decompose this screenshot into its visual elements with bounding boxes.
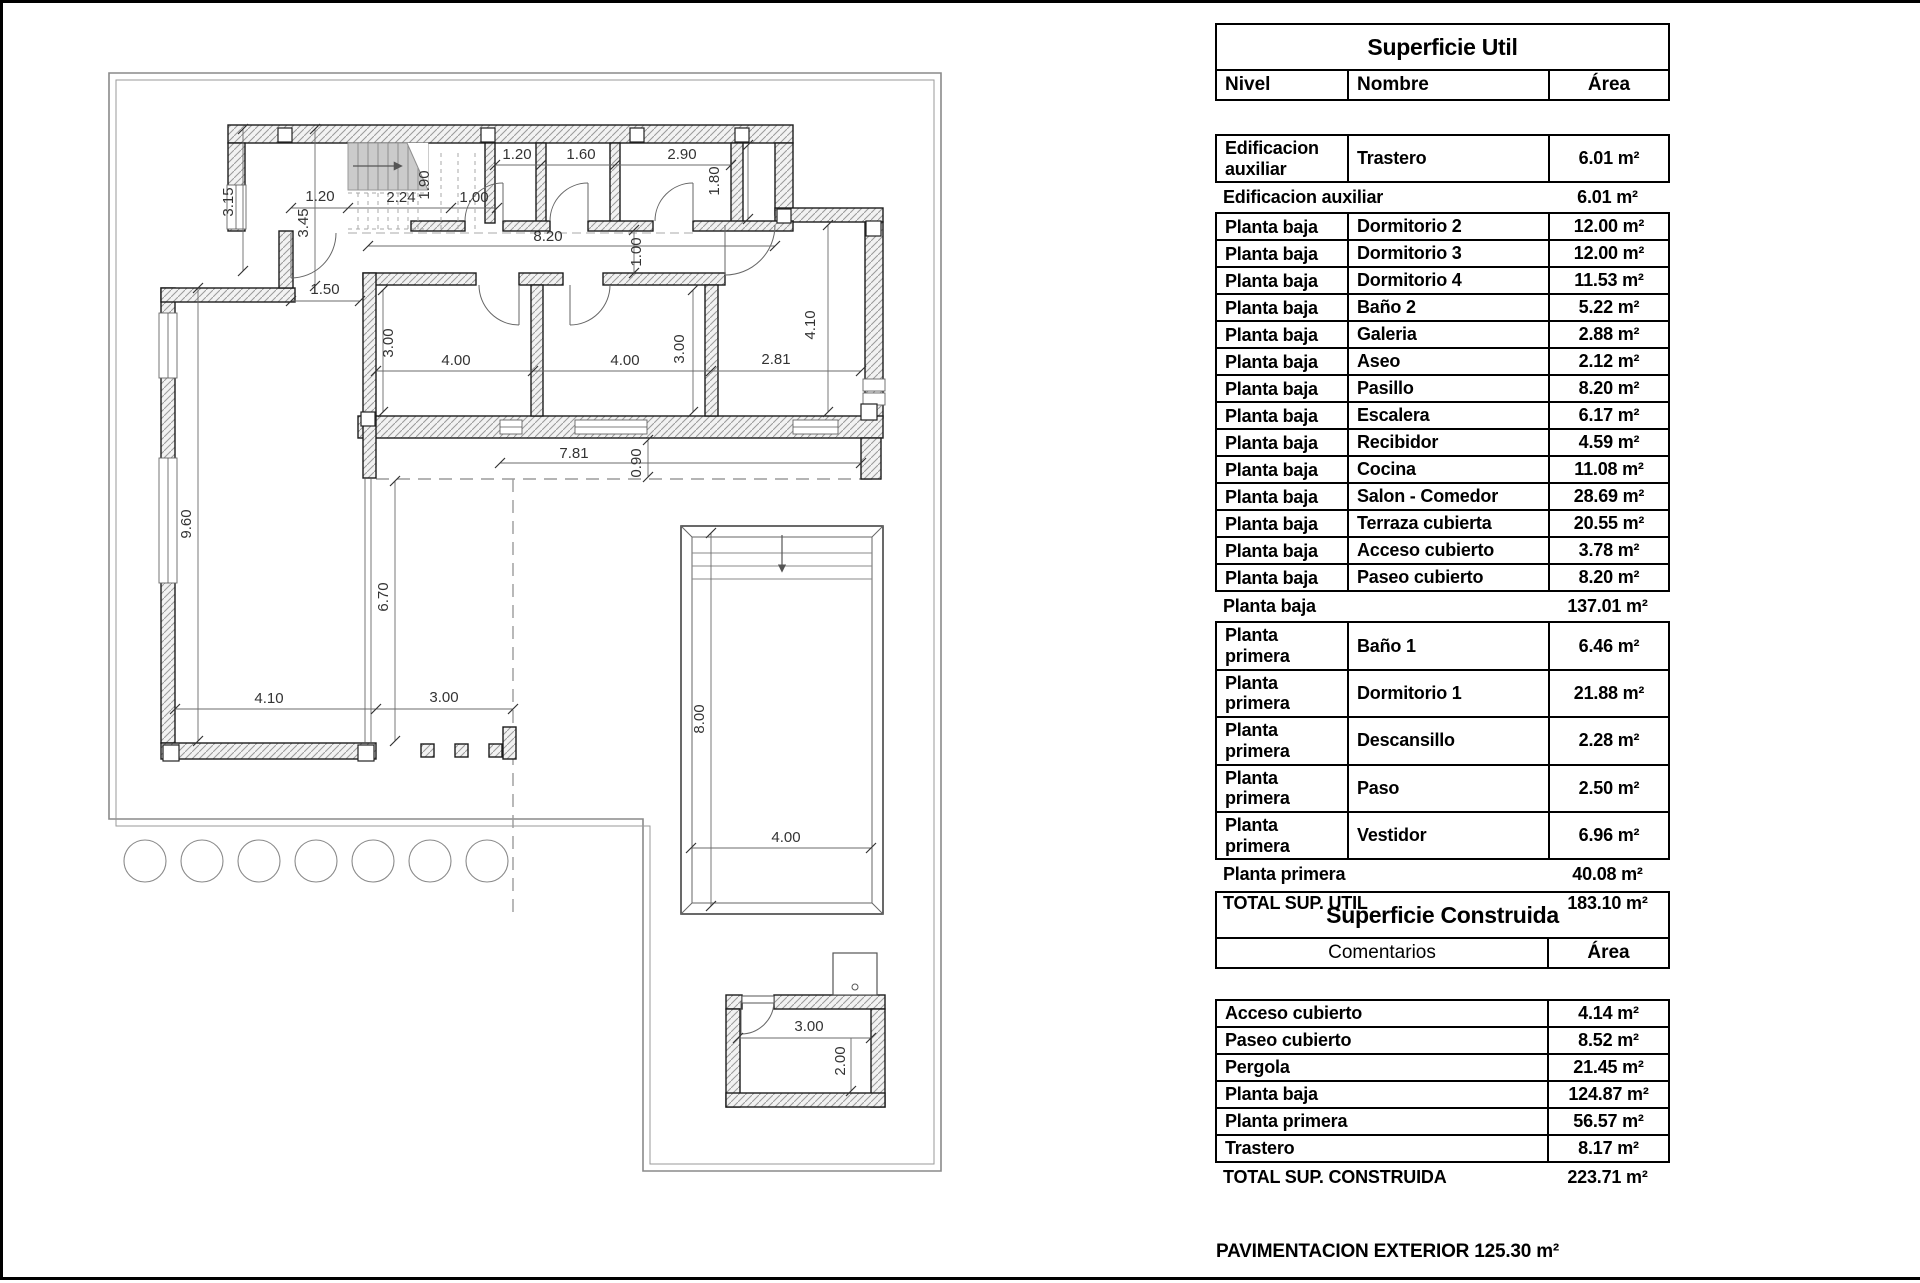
cell-area: 4.14 m² xyxy=(1547,1001,1668,1026)
table-row xyxy=(1215,764,1670,813)
cell-nombre: Baño 1 xyxy=(1347,623,1548,668)
cell-area: 40.08 m² xyxy=(1572,864,1643,885)
windows xyxy=(159,185,885,743)
cell-area: 28.69 m² xyxy=(1548,484,1668,509)
dimension-label: 3.00 xyxy=(380,328,397,358)
dimension-label: 3.00 xyxy=(429,689,459,706)
dimension-label: 3.00 xyxy=(794,1018,824,1035)
cell-nivel: Planta baja xyxy=(1225,216,1318,237)
cell-area: 137.01 m² xyxy=(1567,596,1648,617)
cell-nombre: Descansillo xyxy=(1347,718,1548,763)
cell-area: 6.46 m² xyxy=(1548,623,1668,668)
cell-area: 11.53 m² xyxy=(1548,268,1668,293)
header-nivel: Nivel xyxy=(1225,74,1271,95)
dimension-label: 6.70 xyxy=(375,582,392,612)
dimension-label: 8.20 xyxy=(533,228,563,245)
header-nombre: Nombre xyxy=(1347,71,1548,99)
trastero-annex xyxy=(833,953,877,995)
cell-label: Edificacion auxiliar xyxy=(1223,187,1384,208)
cell-area: 8.20 m² xyxy=(1548,376,1668,401)
table-row xyxy=(1215,563,1670,592)
cell-area: 4.59 m² xyxy=(1548,430,1668,455)
cell-nombre: Aseo xyxy=(1347,349,1548,374)
cell-nombre: Paseo cubierto xyxy=(1347,565,1548,590)
cell-label: Planta primera xyxy=(1223,864,1346,885)
cell-nombre: Dormitorio 4 xyxy=(1347,268,1548,293)
dimension-label: 4.00 xyxy=(441,352,471,369)
cell-label: Acceso cubierto xyxy=(1225,1003,1363,1023)
cell-nivel: Planta primera xyxy=(1225,814,1290,856)
cell-area: 20.55 m² xyxy=(1548,511,1668,536)
cell-area: 11.08 m² xyxy=(1548,457,1668,482)
dimension-label: 2.00 xyxy=(832,1046,849,1076)
table-row xyxy=(1215,428,1670,457)
superficie-construida-title: Superficie Construida xyxy=(1215,891,1670,939)
cell-nombre: Salon - Comedor xyxy=(1347,484,1548,509)
cell-nivel: Planta baja xyxy=(1225,243,1318,264)
superficie-util-rows xyxy=(1215,134,1670,918)
table-row xyxy=(1215,1107,1670,1136)
cell-nivel: Planta baja xyxy=(1225,351,1318,372)
table-row xyxy=(1215,509,1670,538)
cell-label: Trastero xyxy=(1225,1138,1295,1158)
cell-area: 3.78 m² xyxy=(1548,538,1668,563)
cell-nivel: Planta baja xyxy=(1225,270,1318,291)
cell-area: 21.88 m² xyxy=(1548,671,1668,716)
table-row xyxy=(1215,621,1670,670)
house-walls xyxy=(161,125,885,1107)
table-row xyxy=(1215,134,1670,183)
cell-area: 2.28 m² xyxy=(1548,718,1668,763)
cell-nombre: Pasillo xyxy=(1347,376,1548,401)
dimension-label: 3.00 xyxy=(671,334,688,364)
cell-area: 2.50 m² xyxy=(1548,766,1668,811)
cell-label: TOTAL SUP. CONSTRUIDA xyxy=(1223,1167,1447,1187)
table-row xyxy=(1215,1134,1670,1163)
cell-area: 12.00 m² xyxy=(1548,241,1668,266)
superficie-util-title: Superficie Util xyxy=(1215,23,1670,71)
cell-nivel: Planta baja xyxy=(1225,513,1318,534)
dimension-label: 9.60 xyxy=(178,509,195,539)
dimension-label: 3.15 xyxy=(220,187,237,217)
cell-area: 6.96 m² xyxy=(1548,813,1668,858)
dimension-label: 4.00 xyxy=(610,352,640,369)
cell-nivel: Planta baja xyxy=(1225,540,1318,561)
cell-area: 2.12 m² xyxy=(1548,349,1668,374)
cell-nivel: Planta baja xyxy=(1225,432,1318,453)
table-row xyxy=(1215,374,1670,403)
superficie-construida-header xyxy=(1215,939,1670,969)
floor-plan xyxy=(3,3,963,1283)
cell-label: Planta primera xyxy=(1225,1111,1348,1131)
dimension-label: 8.00 xyxy=(691,704,708,734)
table-gap xyxy=(1215,969,1670,999)
dimension-label: 4.10 xyxy=(802,310,819,340)
dimension-label: 1.20 xyxy=(305,188,335,205)
dimension-label: 4.10 xyxy=(254,690,284,707)
cell-area: 5.22 m² xyxy=(1548,295,1668,320)
cell-label: Pergola xyxy=(1225,1057,1290,1077)
table-row xyxy=(1215,347,1670,376)
table-row xyxy=(1215,455,1670,484)
table-row xyxy=(1215,320,1670,349)
dimension-label: 1.00 xyxy=(628,237,645,267)
dimension-label: 2.81 xyxy=(761,351,791,368)
cell-nivel: Planta primera xyxy=(1225,720,1290,761)
superficie-construida-table xyxy=(1215,891,1670,1192)
cell-area: 8.52 m² xyxy=(1547,1028,1668,1053)
dimension-label: 1.80 xyxy=(706,166,723,196)
table-total-row xyxy=(1215,1163,1670,1192)
superficie-construida-rows xyxy=(1215,999,1670,1192)
cell-nivel: Planta primera xyxy=(1225,767,1290,809)
table-subtotal-row xyxy=(1215,860,1670,889)
cell-area: 21.45 m² xyxy=(1547,1055,1668,1080)
dimension-label: 1.90 xyxy=(416,170,433,200)
table-row xyxy=(1215,1080,1670,1109)
header-area: Área xyxy=(1547,939,1668,967)
dimension-label: 0.90 xyxy=(628,448,645,478)
dimension-label: 1.60 xyxy=(566,146,596,163)
cell-nivel: Planta primera xyxy=(1225,625,1290,667)
cell-area: 6.17 m² xyxy=(1548,403,1668,428)
cell-nombre: Terraza cubierta xyxy=(1347,511,1548,536)
cell-nombre: Galeria xyxy=(1347,322,1548,347)
dimension-label: 7.81 xyxy=(559,445,589,462)
cell-nombre: Paso xyxy=(1347,766,1548,811)
cell-label: Paseo cubierto xyxy=(1225,1030,1352,1050)
table-row xyxy=(1215,482,1670,511)
dimension-label: 4.00 xyxy=(771,829,801,846)
cell-area: 124.87 m² xyxy=(1547,1082,1668,1107)
table-subtotal-row xyxy=(1215,592,1670,621)
cell-nombre: Cocina xyxy=(1347,457,1548,482)
cell-area: 56.57 m² xyxy=(1547,1109,1668,1134)
header-comentarios: Comentarios xyxy=(1328,942,1436,963)
superficie-util-table xyxy=(1215,23,1670,918)
cell-nombre: Baño 2 xyxy=(1347,295,1548,320)
cell-label: Planta baja xyxy=(1223,596,1316,617)
cell-area: 223.71 m² xyxy=(1567,1167,1648,1187)
table-row xyxy=(1215,1053,1670,1082)
table-row xyxy=(1215,669,1670,718)
table-row xyxy=(1215,212,1670,241)
cell-area: 8.20 m² xyxy=(1548,565,1668,590)
table-row xyxy=(1215,293,1670,322)
tree-circles xyxy=(124,840,508,882)
cell-nombre: Recibidor xyxy=(1347,430,1548,455)
dimension-label: 1.20 xyxy=(502,146,532,163)
cell-nivel: Planta primera xyxy=(1225,672,1290,714)
pavimentacion-note: PAVIMENTACION EXTERIOR 125.30 m² xyxy=(1216,1241,1560,1262)
cell-area: 2.88 m² xyxy=(1548,322,1668,347)
cell-nivel: Edificacion auxiliar xyxy=(1225,138,1319,179)
table-subtotal-row xyxy=(1215,183,1670,212)
cell-nombre: Trastero xyxy=(1347,136,1548,181)
table-row xyxy=(1215,401,1670,430)
table-row xyxy=(1215,999,1670,1028)
cell-nivel: Planta baja xyxy=(1225,324,1318,345)
dimension-label: 3.45 xyxy=(295,208,312,238)
table-row xyxy=(1215,811,1670,860)
cell-nombre: Dormitorio 1 xyxy=(1347,671,1548,716)
cell-nivel: Planta baja xyxy=(1225,378,1318,399)
dimension-label: 2.24 xyxy=(386,189,416,206)
cell-area: 6.01 m² xyxy=(1548,136,1668,181)
dimension-label: 1.00 xyxy=(459,189,489,206)
table-row xyxy=(1215,716,1670,765)
header-area: Área xyxy=(1548,71,1668,99)
cell-nombre: Acceso cubierto xyxy=(1347,538,1548,563)
table-gap xyxy=(1215,101,1670,134)
cell-area: 8.17 m² xyxy=(1547,1136,1668,1161)
cell-label: TOTAL SUP. UTIL xyxy=(1223,893,1368,914)
table-row xyxy=(1215,239,1670,268)
cell-nombre: Dormitorio 3 xyxy=(1347,241,1548,266)
cell-nivel: Planta baja xyxy=(1225,297,1318,318)
cell-nombre: Dormitorio 2 xyxy=(1347,214,1548,239)
table-row xyxy=(1215,536,1670,565)
table-row xyxy=(1215,266,1670,295)
cell-area: 12.00 m² xyxy=(1548,214,1668,239)
cell-area: 6.01 m² xyxy=(1577,187,1638,208)
cell-nivel: Planta baja xyxy=(1225,405,1318,426)
dimension-label: 1.50 xyxy=(310,281,340,298)
cell-nivel: Planta baja xyxy=(1225,567,1318,588)
cell-nivel: Planta baja xyxy=(1225,459,1318,480)
table-row xyxy=(1215,1026,1670,1055)
cell-area: 183.10 m² xyxy=(1567,893,1648,914)
cell-nombre: Escalera xyxy=(1347,403,1548,428)
superficie-util-header xyxy=(1215,71,1670,101)
dimension-label: 2.90 xyxy=(667,146,697,163)
dimension-ticks xyxy=(170,124,876,1096)
cell-nivel: Planta baja xyxy=(1225,486,1318,507)
cell-label: Planta baja xyxy=(1225,1084,1318,1104)
cell-nombre: Vestidor xyxy=(1347,813,1548,858)
